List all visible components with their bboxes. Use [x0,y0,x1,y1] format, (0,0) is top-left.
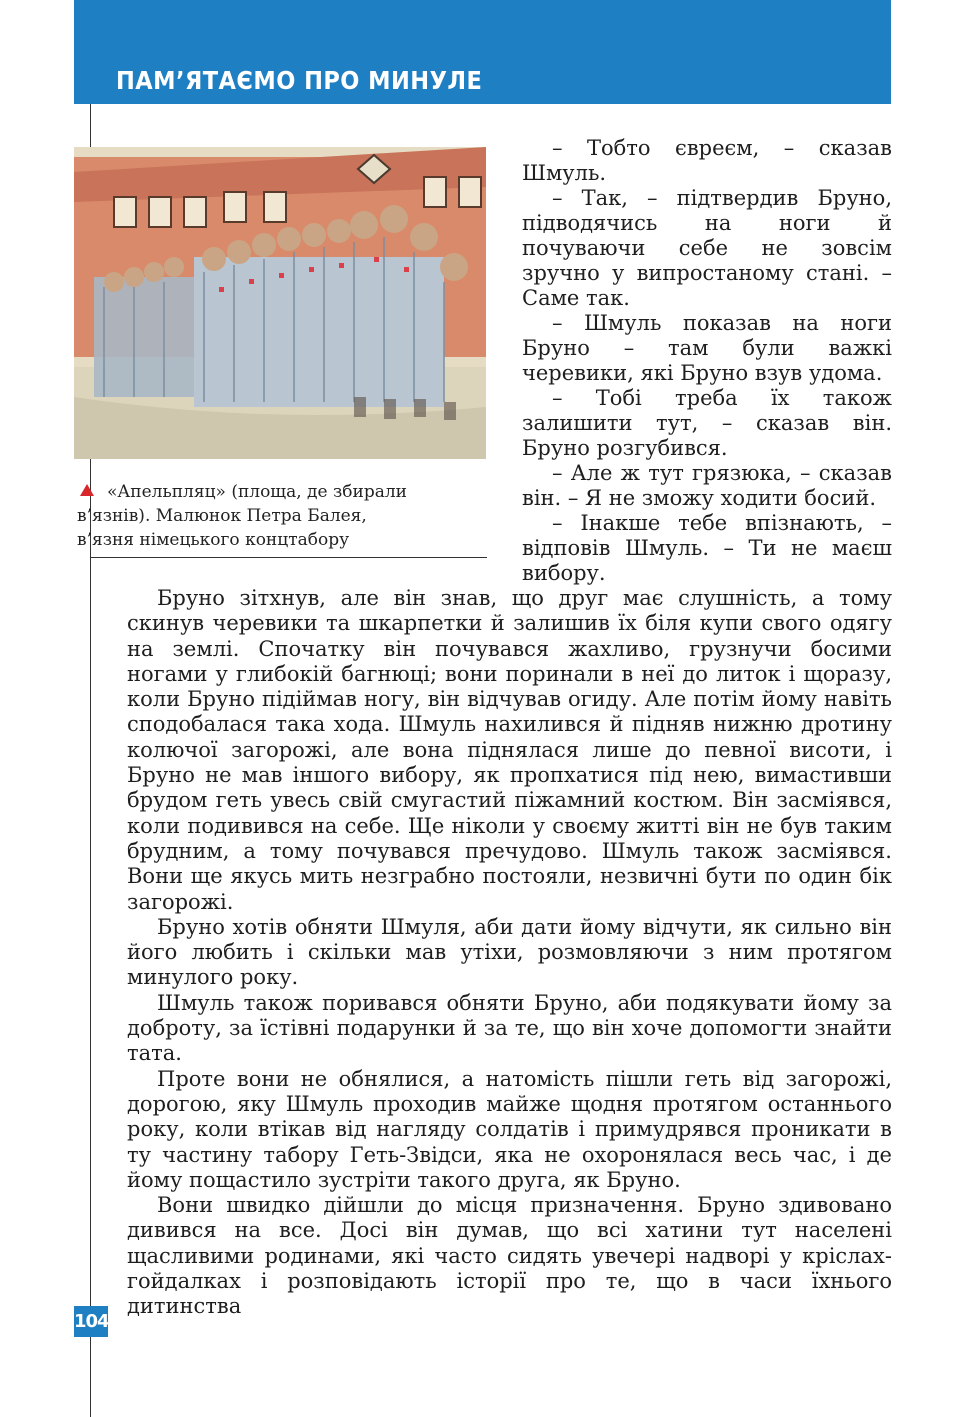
dialogue-column [522,136,892,586]
paragraph: – Тобі треба їх також залишити тут, – сказав він. Бруно розгубився. [522,386,892,460]
main-text [127,586,892,1320]
caption-line: в’язнів). Малюнок Петра Балея, [77,506,367,526]
paragraph: Проте вони не обнялися, а натомість пішли геть від загорожі, дорогою, яку Шмуль проходив майже щодня протягом останнього року, коли втікав від нагляду солдатів і примудрявся проникати в ту частину табору Геть-Звідси, яка не охоронялася весь час, і де йому пощастило зустріти такого друга, як Бруно. [127,1066,892,1192]
caption-line: «Апельпляц» (площа, де збирали [107,482,407,502]
caption-line: в’язня німецького концтабору [77,530,350,550]
paragraph: Вони швидко дійшли до місця призначення. Бруно здивовано дивився на все. Досі він думав, що всі хатини тут населені щасливими родинами, які часто сидять увечері надворі у кріслах-гойдалках і розповідають історії про те, що в часи їхнього дитинства [127,1193,892,1319]
paragraph: – Шмуль показав на ноги Бруно – там були важкі черевики, які Бруно взув удома. [522,311,892,385]
page-number: 104 [74,1306,108,1337]
paragraph: – Так, – підтвердив Бруно, підводячись на ноги й почуваючи себе не зовсім зручно у випростаному стані. – Саме так. [522,186,892,310]
paragraph: Бруно хотів обняти Шмуля, аби дати йому відчути, як сильно він його любить і скільки мав утіхи, розмовляючи з ним протягом минулого року. [127,914,892,990]
caption-rule [90,557,487,558]
paragraph: – Інакше тебе впізнають, – відповів Шмуль. – Ти не маєш вибору. [522,511,892,585]
paragraph: Шмуль також поривався обняти Бруно, аби подякувати йому за доброту, за їстівні подарунки й за те, що він хоче допомогти знайти тата. [127,990,892,1066]
illustration-appelplatz [74,147,486,459]
paragraph: – Тобто євреєм, – сказав Шмуль. [522,136,892,185]
page-section-title: ПАМ’ЯТАЄМО ПРО МИНУЛЕ [116,66,483,95]
paragraph: – Але ж тут грязюка, – сказав він. – Я не зможу ходити босий. [522,461,892,510]
paragraph: Бруно зітхнув, але він знав, що друг має слушність, а тому скинув черевики та шкарпетки й залишив їх біля купи свого одягу на землі. Спочатку він почувався жахливо, грузнучи босими ногами у глибокій багнюці; вони поринали в неї до литок і щоразу, коли Бруно підіймав ногу, він відчував огиду. Але потім йому навіть сподобалася така хода. Шмуль нахилився й підняв нижню дротину колючої загорожі, але вона піднялася лише до певної висоти, і Бруно не мав іншого вибору, як пропхатися під нею, вимастивши брудом геть увесь свій смугастий піжамний костюм. Він засміявся, коли подивився на себе. Ще ніколи у своєму житті він не був таким брудним, а тому почувався пречудово. Шмуль також засміявся. Вони ще якусь мить незграбно постояли, незвичні бути по один бік загорожі. [127,586,892,914]
figure-caption [77,480,457,552]
